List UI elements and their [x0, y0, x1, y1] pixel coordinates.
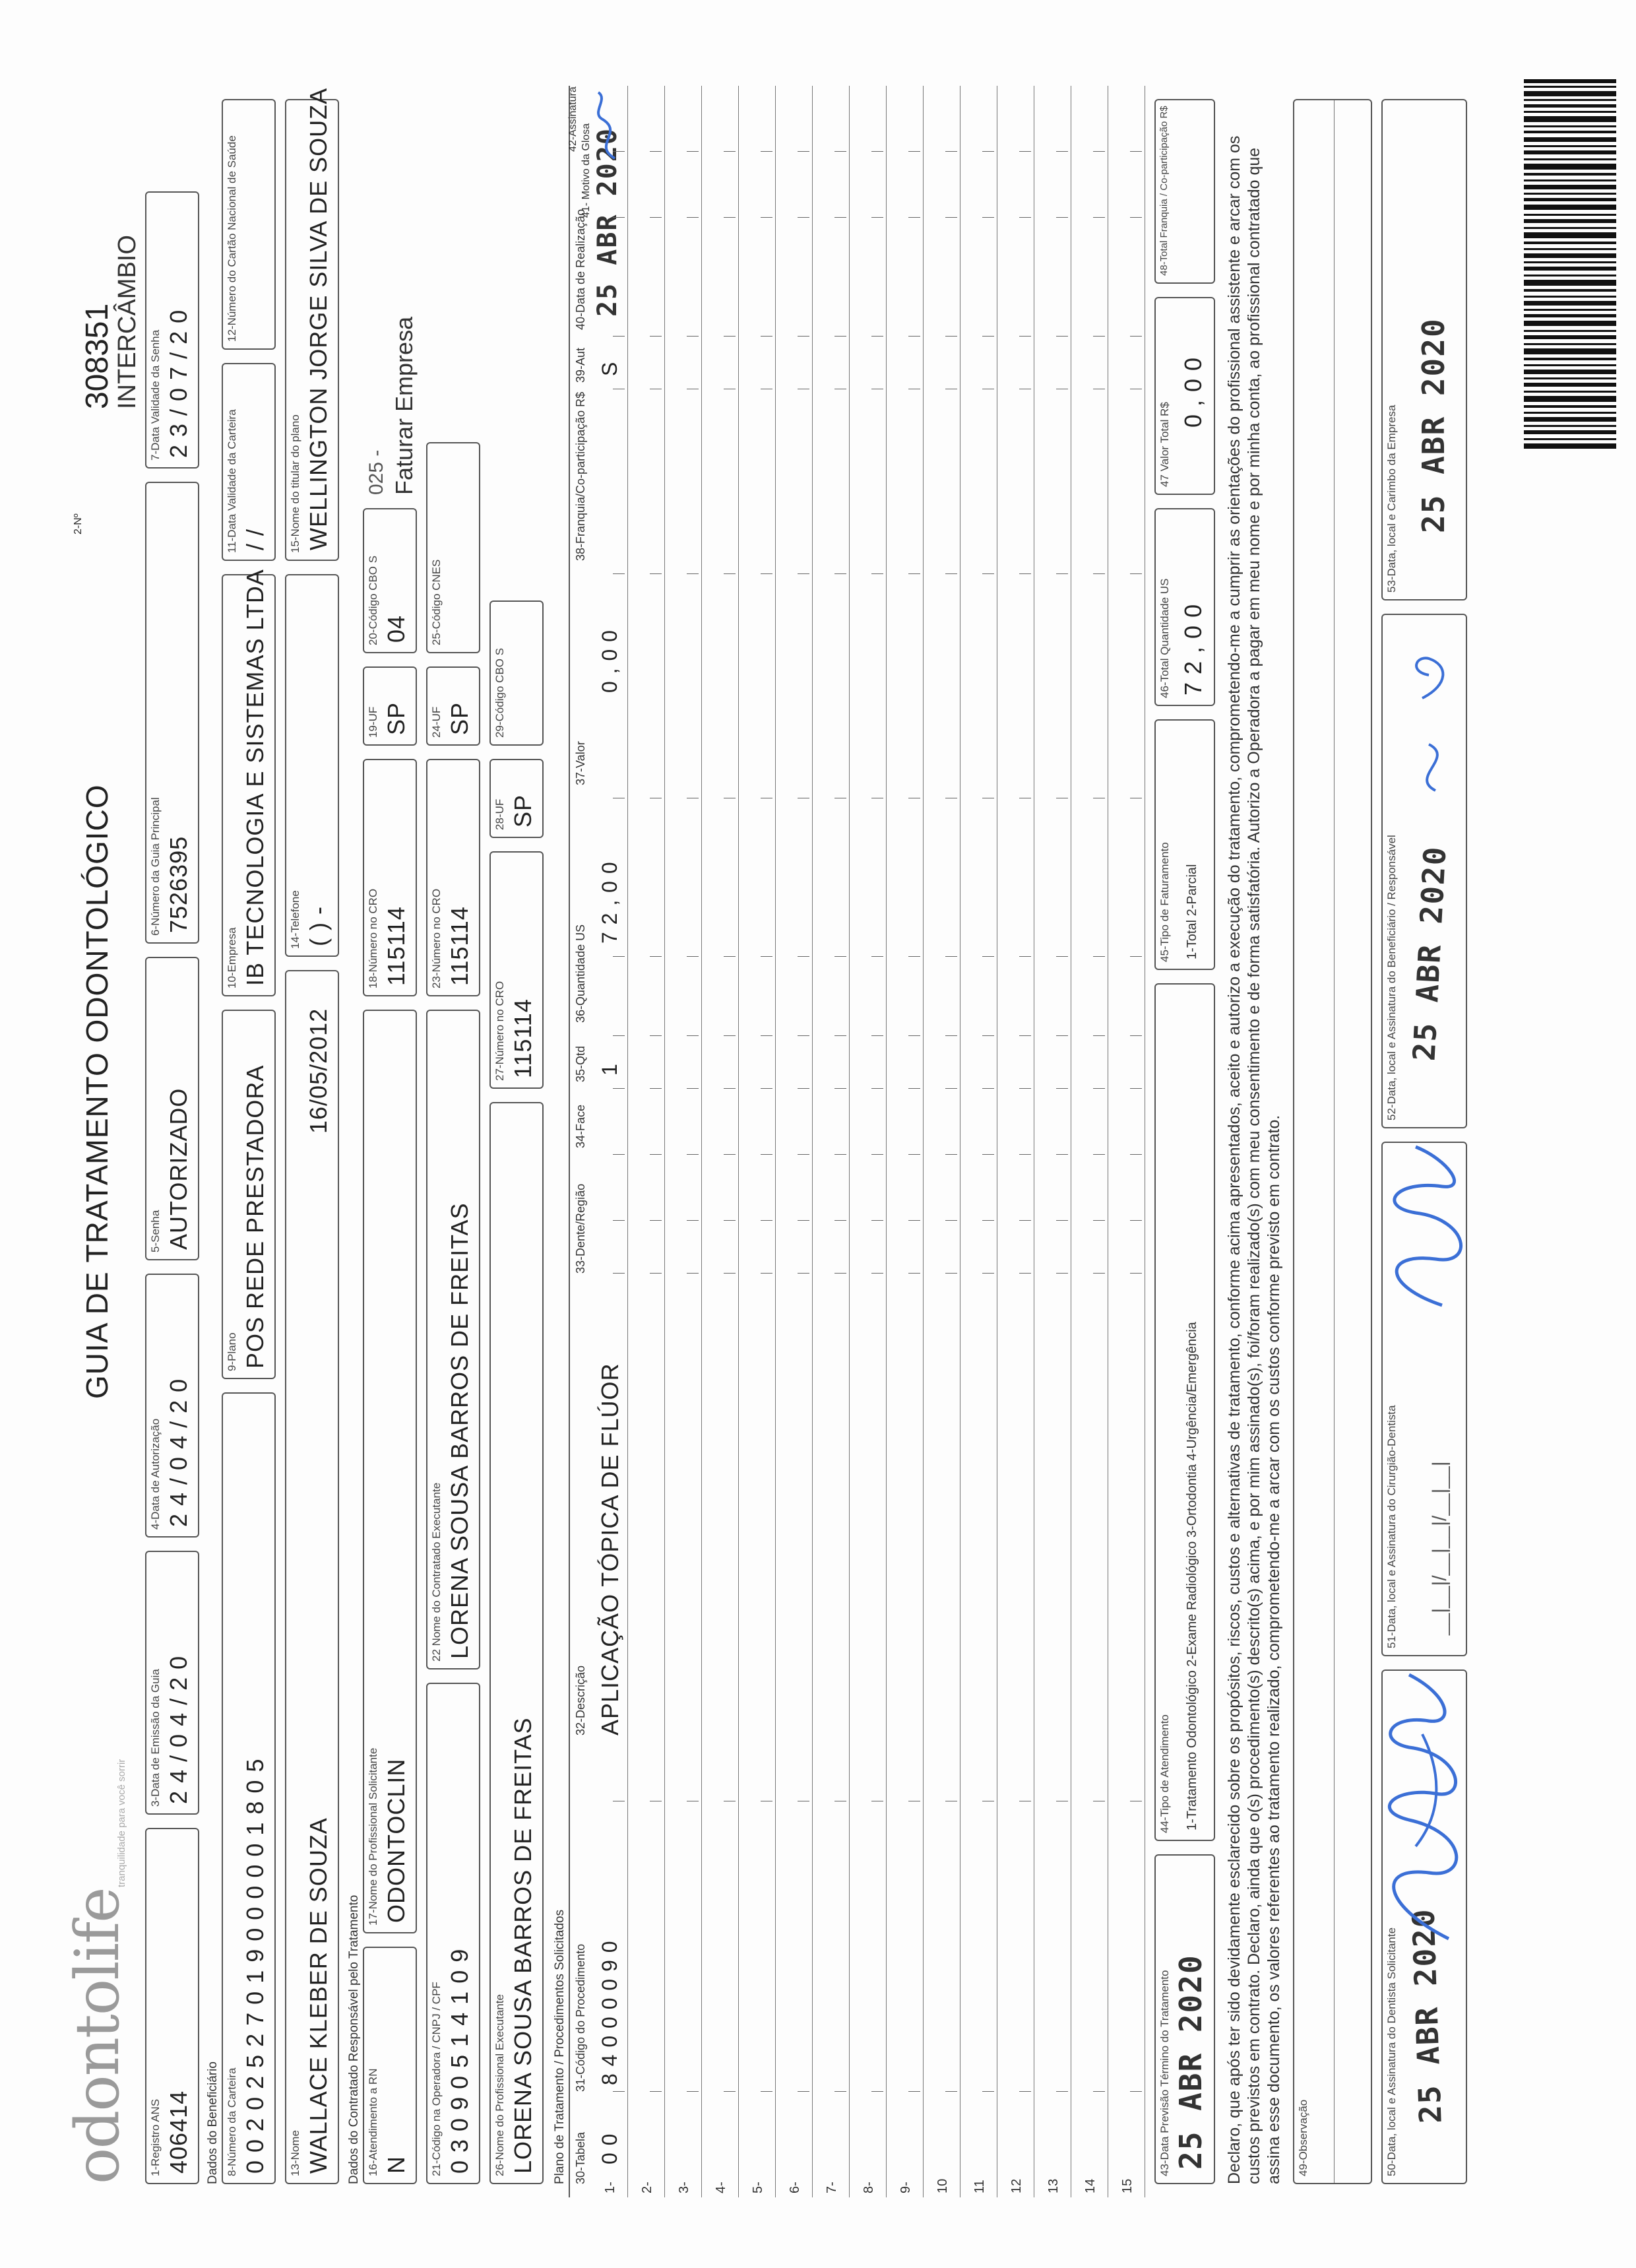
field-uf[interactable]: 19-UF SP — [363, 666, 417, 746]
field-operator-code[interactable]: 21-Código na Operadora / CNPJ / CPF 0 3 0 9 0 5 1 4 1 0 9 — [426, 1683, 480, 2184]
row-number: 13 — [1046, 2178, 1061, 2193]
table-row[interactable] — [813, 86, 850, 2197]
table-row[interactable] — [591, 86, 628, 2197]
beneficiary-stamp: 25 ABR 2020 — [1406, 845, 1453, 1062]
row-number: 1- — [603, 2182, 617, 2193]
field-executing-cro[interactable]: 23-Número no CRO 115114 — [426, 759, 480, 996]
consent-declaration: Declaro, que após ter sido devidamente esclarecido sobre os propósitos, riscos, custos e alternativas de tratamento, conforme acima apresentados, aceito e autorizo a execução do tratamento, comprometendo-me a cumprir as orientações do profissional assistente e arcar com os custos previstos em contrato. Declaro, ainda que o(s) procedimento(s) descrito(s) acima, e por mim assinado(s), foi/foram realizado(s) com meu consentimento e de forma satisfatória. Autorizo a Operadora a pagar em meu nome e por minha conta, ao profissional contratado que assina esse documento, os valores referentes ao tratamento realizado, comprometendo-me a arcar com os custos conforme previsto em contrato. — [1225, 135, 1283, 2184]
guide-number: 308351 — [80, 303, 115, 409]
field-executing-uf[interactable]: 24-UF SP — [426, 666, 480, 746]
table-row[interactable] — [1071, 86, 1108, 2197]
network-label: INTERCÂMBIO — [113, 235, 141, 409]
field-total-us[interactable]: 46-Total Quantidade US 7 2 , 0 0 — [1154, 508, 1215, 706]
field-health-card-number[interactable]: 12-Número do Cartão Nacional de Saúde — [222, 99, 276, 350]
birth-date: 16/05/2012 — [305, 1008, 332, 1134]
field-phone[interactable]: 14-Telefone ( ) - — [285, 574, 339, 957]
table-row[interactable] — [628, 86, 665, 2197]
field-plan-holder[interactable]: 15-Nome do titular do plano WELLINGTON JORGE SILVA DE SOUZA — [285, 99, 339, 561]
field-plan[interactable]: 9-Plano POS REDE PRESTADORA — [222, 1010, 276, 1379]
field-rn-service[interactable]: 16-Atendimento a RN N — [363, 1947, 417, 2184]
cell-qty: 1 — [598, 1063, 621, 1076]
copy-label: 2-Nº — [73, 513, 84, 535]
table-row[interactable] — [960, 86, 997, 2197]
row-number: 12 — [1009, 2178, 1024, 2193]
field-main-guide-number[interactable]: 6-Número da Guia Principal 7526395 — [145, 482, 199, 944]
cell-description: APLICAÇÃO TÓPICA DE FLÚOR — [596, 1363, 623, 1735]
cell-aut: S — [598, 361, 621, 376]
cell-table: 0 0 — [598, 2133, 621, 2164]
col-signature: 42-Assinatura — [567, 86, 579, 152]
table-row[interactable] — [739, 86, 776, 2197]
field-observation[interactable]: 49-Observação — [1293, 99, 1372, 2184]
section-beneficiary: Dados do Beneficiário — [206, 2061, 220, 2184]
row-number: 11 — [972, 2180, 987, 2193]
col-tooth-region: 33-Dente/Região — [574, 1183, 587, 1274]
signature-company-seal[interactable]: 53-Data, local e Carimbo da Empresa 25 ABR 2020 — [1381, 99, 1467, 600]
field-cro-number[interactable]: 18-Número no CRO 115114 — [363, 759, 417, 996]
surgeon-dentist-signature — [1369, 1140, 1482, 1312]
col-us-qty: 36-Quantidade US — [574, 924, 587, 1023]
cell-date-done: 25 ABR 2020 — [592, 127, 623, 317]
requesting-dentist-signature — [1369, 1668, 1482, 1945]
row-signature — [588, 86, 628, 165]
field-issue-date[interactable]: 3-Data de Emissão da Guia 2 4 / 0 4 / 2 0 — [145, 1551, 199, 1815]
section-treatment-plan: Plano de Tratamento / Procedimentos Solicitados — [553, 1909, 567, 2184]
table-row[interactable] — [887, 86, 924, 2197]
field-professional-uf[interactable]: 28-UF SP — [489, 759, 544, 838]
row-number: 5- — [751, 2182, 765, 2193]
field-total-value[interactable]: 47 Valor Total R$ 0 , 0 0 — [1154, 297, 1215, 495]
field-authorization-date[interactable]: 4-Data de Autorização 2 4 / 0 4 / 2 0 — [145, 1274, 199, 1538]
field-card-validity[interactable]: 11-Data Validade da Carteira / / — [222, 363, 276, 561]
cell-value: 0 , 0 0 — [598, 630, 621, 693]
table-row[interactable] — [776, 86, 813, 2197]
row-number: 8- — [862, 2182, 876, 2193]
table-row[interactable] — [997, 86, 1034, 2197]
field-professional-cbo[interactable]: 29-Código CBO S — [489, 600, 544, 746]
row-number: 9- — [898, 2182, 913, 2193]
table-row[interactable] — [1108, 86, 1145, 2197]
row-number: 6- — [788, 2182, 802, 2193]
field-total-copay[interactable]: 48-Total Franquia / Co-participação R$ — [1154, 99, 1215, 284]
end-date-stamp: 25 ABR 2020 — [1173, 1954, 1209, 2170]
row-number: 2- — [640, 2182, 654, 2193]
field-beneficiary-name[interactable]: 13-Nome WALLACE KLEBER DE SOUZA 16/05/2012 — [285, 970, 339, 2184]
row-number: 10 — [935, 2178, 950, 2193]
col-face: 34-Face — [574, 1104, 587, 1148]
barcode — [1524, 79, 1616, 449]
table-row[interactable] — [702, 86, 739, 2197]
field-password[interactable]: 5-Senha AUTORIZADO — [145, 957, 199, 1260]
field-ans-registry[interactable]: 1-Registro ANS 406414 — [145, 1828, 199, 2184]
cell-us-qty: 7 2 , 0 0 — [598, 861, 621, 944]
billing-note-code: 025 - — [365, 449, 387, 495]
col-procedure-code: 31-Código do Procedimento — [574, 1943, 587, 2092]
field-professional-cro[interactable]: 27-Número no CRO 115114 — [489, 851, 544, 1089]
col-aut: 39-Aut — [574, 347, 587, 383]
field-requesting-professional[interactable]: 17-Nome do Profissional Solicitante ODONTOCLIN — [363, 1010, 417, 1933]
field-executing-professional[interactable]: 26-Nome do Profissional Executante LORENA SOUSA BARROS DE FREITAS — [489, 1102, 544, 2184]
table-row[interactable] — [924, 86, 960, 2197]
signature-beneficiary[interactable]: 52-Data, local e Assinatura do Beneficiário / Responsável 25 ABR 2020 — [1381, 614, 1467, 1128]
col-table: 30-Tabela — [574, 2131, 587, 2184]
row-number: 3- — [677, 2182, 691, 2193]
beneficiary-signature — [1396, 626, 1462, 797]
signature-requesting-dentist[interactable]: 50-Data, local e Assinatura do Dentista Solicitante 25 ABR 2020 — [1381, 1669, 1467, 2184]
company-stamp: 25 ABR 2020 — [1416, 317, 1451, 533]
field-expected-end-date[interactable]: 43-Data Previsão Término do Tratamento 25 ABR 2020 — [1154, 1854, 1215, 2184]
row-number: 7- — [825, 2182, 839, 2193]
table-row[interactable] — [1034, 86, 1071, 2197]
logo: odontolife — [62, 1888, 133, 2184]
form-title: GUIA DE TRATAMENTO ODONTOLÓGICO — [80, 784, 114, 1399]
field-company[interactable]: 10-Empresa IB TECNOLOGIA E SISTEMAS LTDA — [222, 574, 276, 996]
billing-note: Faturar Empresa — [391, 316, 418, 495]
col-description: 32-Descrição — [574, 1665, 587, 1735]
field-billing-type[interactable]: 45-Tipo de Faturamento 1-Total 2-Parcial — [1154, 719, 1215, 970]
cell-procedure-code: 8 4 0 0 0 0 9 0 — [598, 1940, 621, 2085]
field-service-type[interactable]: 44-Tipo de Atendimento 1-Tratamento Odontológico 2-Exame Radiológico 3-Ortodontia 4-Urgência/Emergência — [1154, 983, 1215, 1841]
col-date-done: 40-Data de Realização — [574, 209, 587, 330]
field-cbo-code[interactable]: 20-Código CBO S 04 — [363, 508, 417, 653]
field-executing-contractor[interactable]: 22 Nome do Contratado Executante LORENA SOUSA BARROS DE FREITAS — [426, 1010, 480, 1669]
table-row[interactable] — [665, 86, 702, 2197]
plan-rows — [591, 86, 1145, 2197]
row-number: 4- — [714, 2182, 728, 2193]
col-value: 37-Valor — [574, 741, 587, 785]
field-cnes-code[interactable]: 25-Código CNES — [426, 442, 480, 653]
signature-surgeon-dentist[interactable]: 51-Data, local e Assinatura do Cirurgião-Dentista __|__|/__|__|/__|__| — [1381, 1142, 1467, 1656]
logo-tagline: tranquilidade para você sorrir — [116, 1759, 127, 1887]
section-contractor: Dados do Contratado Responsável pelo Tratamento — [347, 1895, 361, 2184]
col-qty: 35-Qtd — [574, 1045, 587, 1082]
field-password-validity[interactable]: 7-Data Validade da Senha 2 3 / 0 7 / 2 0 — [145, 191, 199, 469]
field-card-number[interactable]: 8-Número da Carteira 0 0 2 0 2 5 2 7 0 1 9 0 0 0 0 0 1 8 0 5 — [222, 1392, 276, 2184]
col-copay: 38-Franquia/Co-participação R$ — [574, 391, 587, 561]
row-number: 15 — [1120, 2178, 1135, 2193]
col-denial-reason: 41- Motivo da Glosa — [581, 123, 592, 218]
row-number: 14 — [1083, 2178, 1098, 2193]
table-row[interactable] — [850, 86, 887, 2197]
treatment-form — [53, 86, 1530, 2197]
requesting-dentist-stamp: 25 ABR 2020 — [1405, 1907, 1449, 2124]
